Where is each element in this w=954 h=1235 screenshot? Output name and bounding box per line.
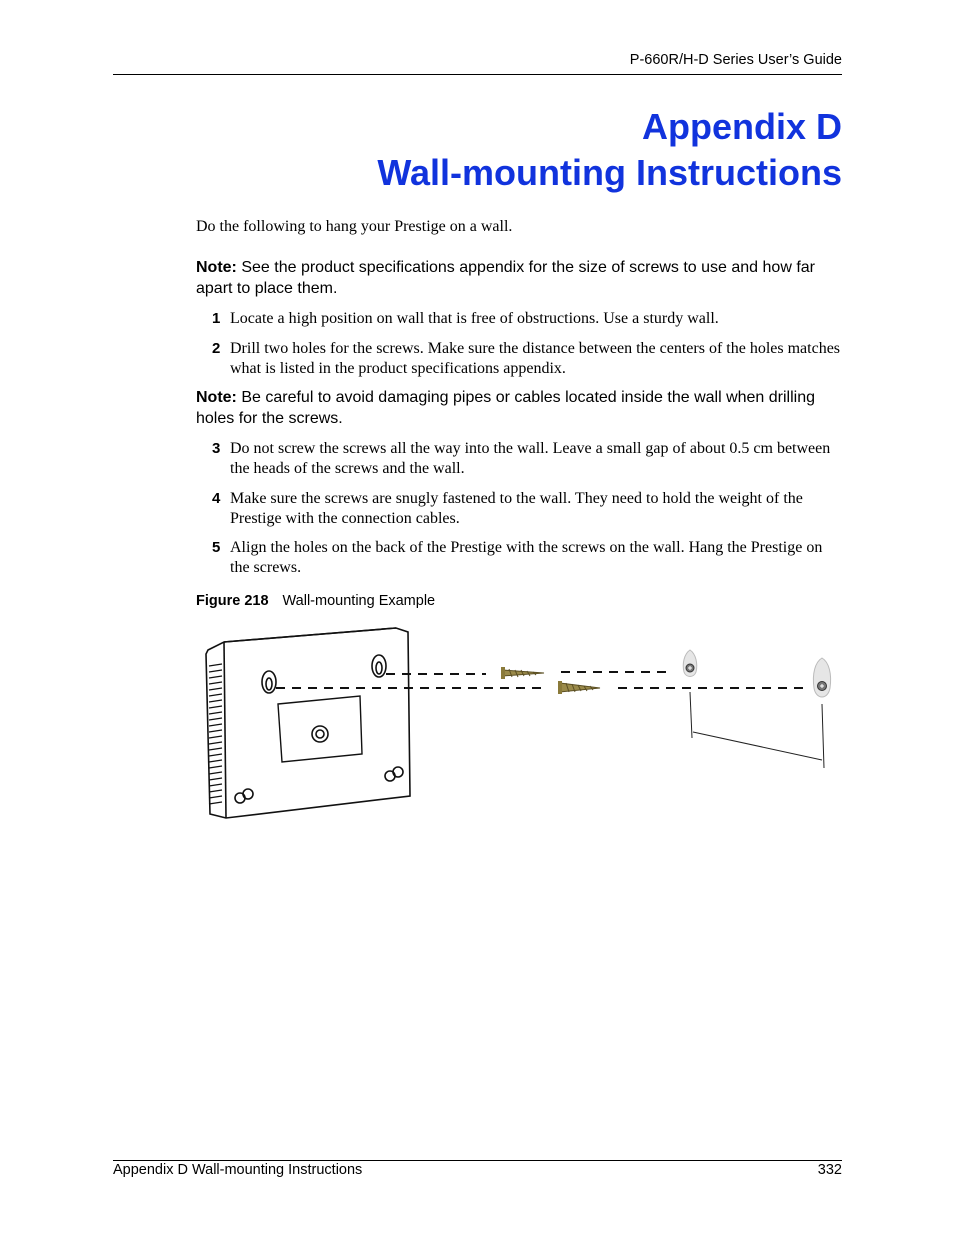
running-header: P-660R/H-D Series User’s Guide: [629, 52, 842, 68]
step-number: 1: [212, 310, 221, 327]
screw-icon: [501, 667, 544, 679]
page-title: [377, 104, 842, 196]
step-text: Align the holes on the back of the Prestige with the screws on the wall. Hang the Prestige on the screws.: [230, 539, 823, 576]
note-text: See the product specifications appendix for the size of screws to use and how far apart to place them.: [196, 259, 815, 297]
title-line-appendix: Appendix D: [641, 106, 842, 147]
step-text: Do not screw the screws all the way into the wall. Leave a small gap of about 0.5 cm between the heads of the screws and the wall.: [230, 440, 831, 477]
wall-screw-anchor-icon: [813, 658, 830, 697]
header-rule: [113, 74, 842, 75]
figure-caption-text: Wall-mounting Example: [282, 593, 436, 609]
screw-icon: [558, 681, 600, 694]
prestige-device-illustration: [206, 628, 410, 818]
note-screw-specs: [196, 258, 842, 299]
wall-mounting-illustration: [196, 620, 842, 825]
footer-rule: [113, 1160, 842, 1161]
step-text: Drill two holes for the screws. Make sure the distance between the centers of the holes matches what is listed in the product specifications appendix.: [230, 340, 841, 377]
step-number: 4: [212, 490, 221, 507]
step-text: Locate a high position on wall that is free of obstructions. Use a sturdy wall.: [230, 310, 719, 327]
step-number: 2: [212, 340, 221, 357]
step-text: Make sure the screws are snugly fastened to the wall. They need to hold the weight of the Prestige with the connection cables.: [230, 490, 803, 527]
figure-caption: [196, 593, 435, 609]
intro-paragraph: Do the following to hang your Prestige on a wall.: [196, 218, 513, 235]
note-text: Be careful to avoid damaging pipes or cables located inside the wall when drilling holes for the screws.: [196, 389, 816, 427]
note-label: Note:: [196, 389, 237, 406]
page-number: 332: [817, 1162, 842, 1178]
note-pipes-cables: [196, 388, 842, 429]
figure-label: Figure 218: [196, 593, 269, 609]
note-label: Note:: [196, 259, 237, 276]
wall-screw-anchor-icon: [683, 650, 697, 677]
title-line-topic: Wall-mounting Instructions: [377, 152, 842, 193]
footer-section-title: Appendix D Wall-mounting Instructions: [113, 1162, 363, 1178]
hole-distance-indicator: [690, 692, 824, 768]
step-number: 3: [212, 440, 221, 457]
step-number: 5: [212, 539, 221, 556]
